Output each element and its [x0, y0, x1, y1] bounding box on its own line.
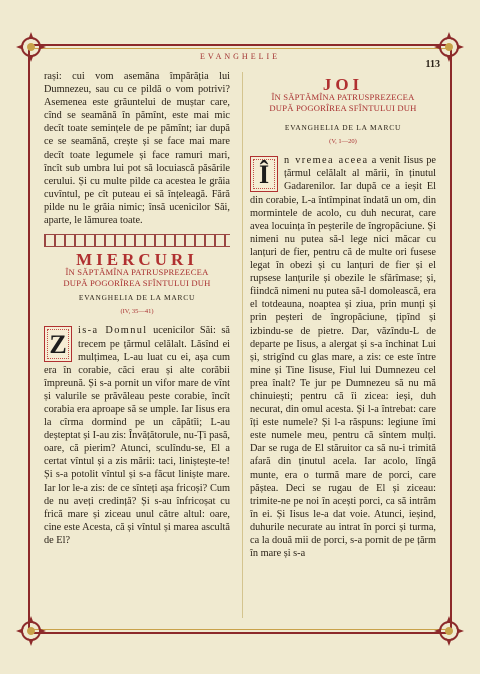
running-title: EVANGHELIE [199, 52, 281, 61]
drop-cap-initial: Î [250, 156, 278, 192]
reading-text: ucenicilor Săi: să trecem pe țărmul celălalt. Lăsînd ei mulțimea, L-au luat cu ei, așa cum era în corabie, căci erau și alte corăbii împreună. Și s-a pornit un vifor mare de vînt și valurile se prăvăleau peste corabie, încît corabia era aproape să se umple. Iar Iisus era la cîrma dormind pe un căpătîi; L-au deșteptat și I-au zis: Învățătorule, nu-Ți pasă, oare, că pierim? Atunci, sculîndu-se, El a certat vîntul și a zis mării: taci, liniștește-te! Și s-a potolit vîntul și s-a făcut liniște mare. Iar lor le-a zis: de ce sînteți așa fricoși? Cum de nu aveți credință? Și s-au înfricoșat cu frică mare și ziceau unul către altul: oare, cine este Acesta, că și vîntul și marea ascultă de El? [44, 325, 230, 546]
section-subtitle-line2: DUPĂ POGORÎREA SFÎNTULUI DUH [269, 102, 417, 113]
corner-ornament-icon [14, 614, 48, 648]
section-subtitle-line1: ÎN SĂPTĂMÎNA PATRUSPREZECEA [65, 267, 209, 278]
column-divider [242, 72, 243, 618]
scripture-reference: (V, 1—20) [329, 138, 357, 146]
frame-left-border [28, 46, 30, 632]
evangelist-heading: EVANGHELIA DE LA MARCU [284, 123, 402, 133]
frame-top-border [30, 44, 450, 46]
page-number: 113 [425, 59, 440, 70]
drop-cap-initial: Z [44, 326, 72, 362]
section-title: JOI [322, 75, 364, 94]
left-column [44, 70, 230, 547]
scripture-reference: (IV, 35—41) [120, 308, 154, 316]
frame-bottom-border [30, 632, 450, 634]
section-subtitle-line1: ÎN SĂPTĂMÎNA PATRUSPREZECEA [271, 92, 415, 103]
right-column [250, 70, 436, 560]
evangelist-heading: EVANGHELIA DE LA MARCU [78, 293, 196, 303]
corner-ornament-icon [432, 614, 466, 648]
section-subtitle-line2: DUPĂ POGORÎREA SFÎNTULUI DUH [63, 277, 211, 288]
meander-ornament [44, 234, 230, 247]
frame-right-border [450, 46, 452, 632]
section-title: MIERCURI [76, 250, 198, 270]
reading-body [250, 154, 436, 560]
reading-text: a venit Iisus pe țărmul celălalt al mării, în ținutul Gadarenilor. Iar după ce a ieșit El din corabie, L-a întîmpinat îndată un om, din mormintele de acolo, cu duh necurat, care avea locuința în peșterile de îngropăciune. Și nimeni nu putea să-l lege nici măcar cu lanțuri de fier, pentru că de multe ori fusese legat în obezi și cu lanțuri de fier și el rupsese lanțurile și obezile le sfărîmase; și, fiindcă nimeni nu putea să-l domolească, era el totdeauna, noaptea și ziua, prin munți și prin peșteri de îngropăciune, țipînd și izbindu-se de pietre. Dar, văzîndu-L de departe pe Iisus, a alergat și s-a închinat Lui și, strigînd cu glas mare, a zis: ce este între mine și Tine Iisuse, Fiul lui Dumnezeu cel prea înalt? Te jur pe Dumnezeu să nu mă chinuiești; pentru că îi zicea: ieși, duh necurat, din omul acesta. Și l-a întrebat: care îți este numele? Și l-a răspuns: legiune îmi este numele meu, pentru că sîntem mulți. Dar se ruga de El stăruitor ca să nu-i trimită afară din ținutul acela. Iar acolo, lîngă munte, era o turmă mare de porci, care păștea. Deci se rugau de El și ziceau: trimite-ne pe noi în acești porci, ca să intrăm în ei. Și Iisus le-a dat voie. Atunci, ieșind, duhurile necurate au intrat în porci și turma, ca la două mii de porci, s-a pornit de pe țărm în mare și s-a [250, 155, 436, 560]
reading-body [44, 324, 230, 547]
opening-words: is-a Domnul [78, 325, 148, 337]
frame-bottom-inner-border [34, 629, 446, 630]
continuation-text: rași: cui vom asemăna împărăția lui Dumnezeu, sau cu ce pildă o vom potrivi? Asemenea este grăuntelui de muștar care, cînd se seamănă în pămînt, este mai mic decît toate semințele de pe pămînt; iar după ce se seamănă, crește și se face mai mare decît toate legumele și face ramuri mari, încît sub umbra lui pot să locuiască păsările cerului. Și cu multe pilde ca acestea le grăia cuvîntul, pe cît puteau ei să înțeleagă. Fără pilde nu le grăia nimic; însă ucenicilor Săi, aparte, le lămurea toate. [44, 71, 230, 227]
opening-words: n vremea aceea [284, 155, 369, 167]
frame-top-inner-border [34, 48, 446, 49]
